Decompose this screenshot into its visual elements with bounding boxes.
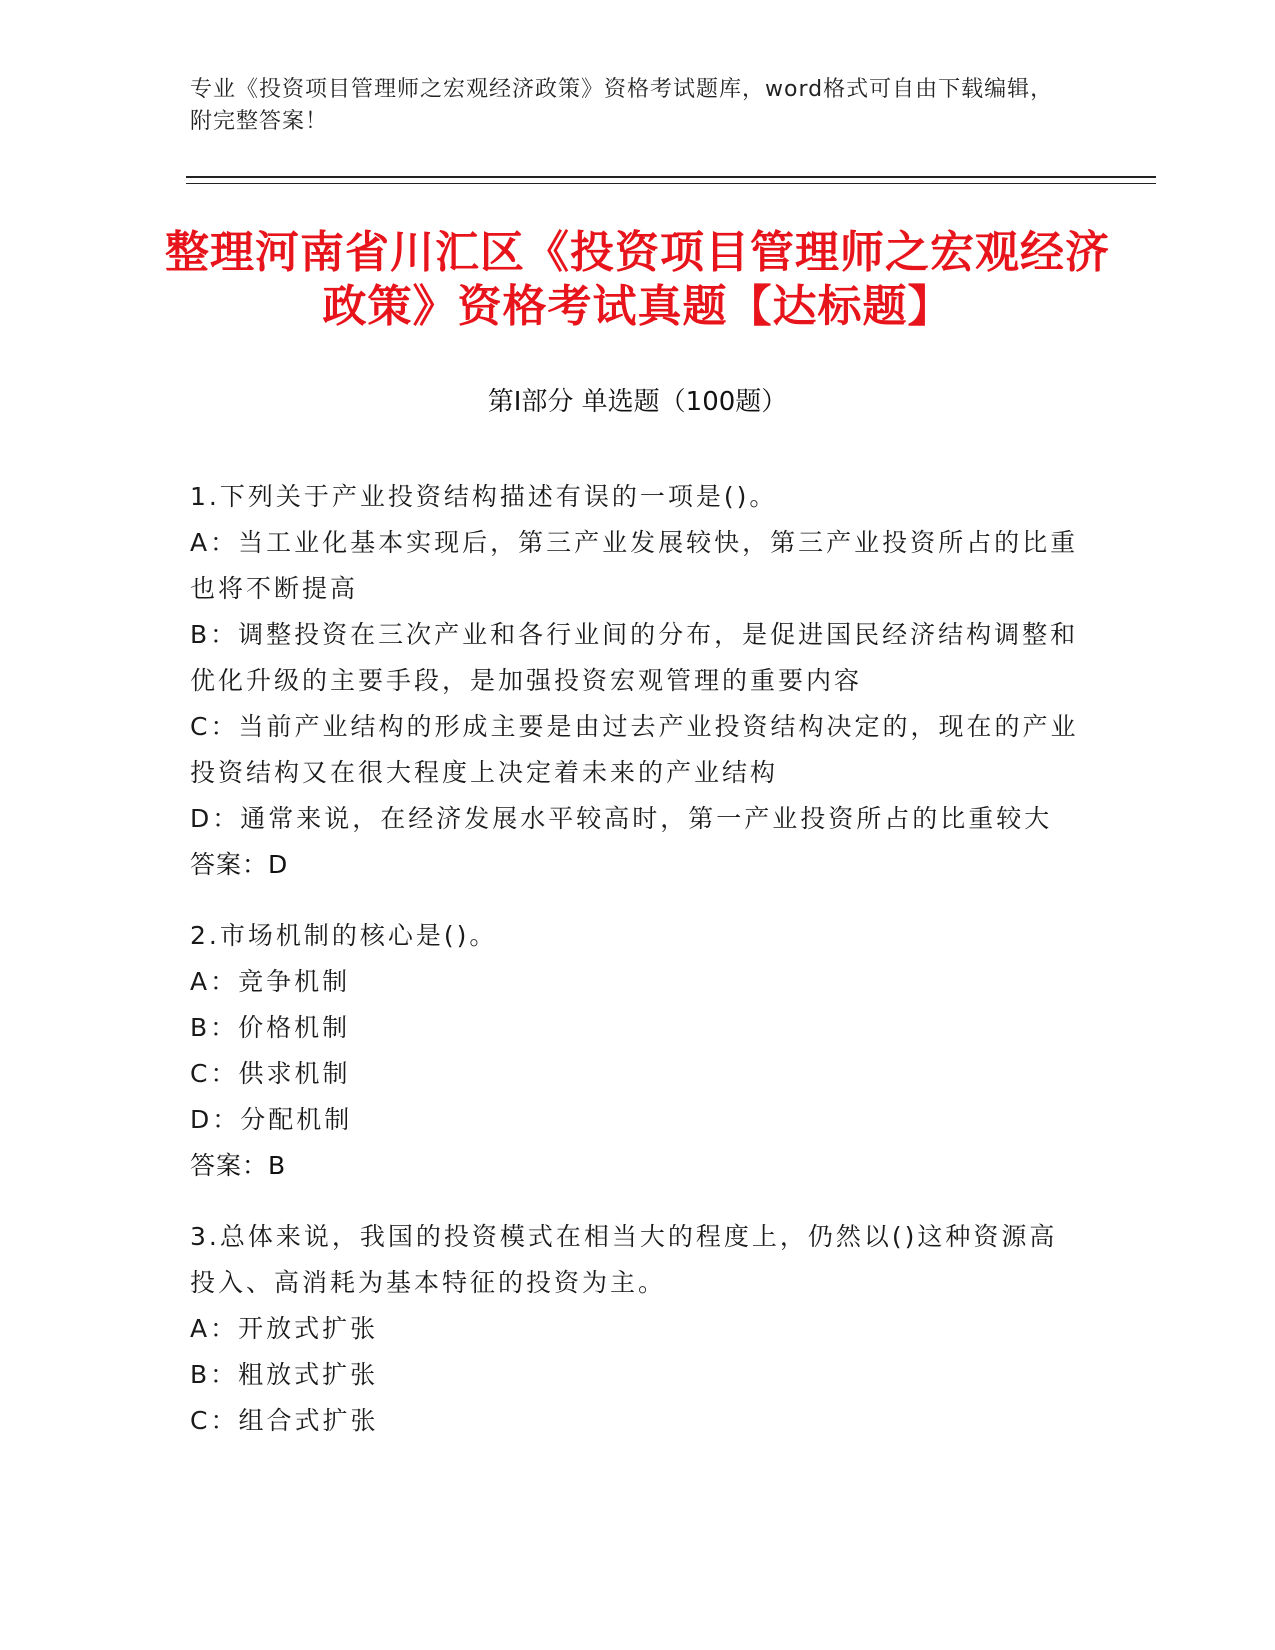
- option-c: C：供求机制: [190, 1059, 351, 1088]
- option-a: A：竞争机制: [190, 967, 351, 996]
- option-b: B：粗放式扩张: [190, 1360, 379, 1389]
- question-stem: 2.市场机制的核心是()。: [190, 921, 498, 950]
- section-title: 第Ⅰ部分 单选题（100题）: [487, 387, 788, 417]
- header-divider-thick: [186, 176, 1156, 178]
- question-3: [190, 1214, 1080, 1444]
- option-c: C：组合式扩张: [190, 1406, 379, 1435]
- header-note: 专业《投资项目管理师之宏观经济政策》资格考试题库，word格式可自由下载编辑，附完整答案！: [190, 77, 1054, 134]
- option-c: C：当前产业结构的形成主要是由过去产业投资结构决定的，现在的产业投资结构又在很大程度上决定着未来的产业结构: [190, 712, 1079, 787]
- answer: 答案：D: [190, 850, 289, 879]
- question-2: [190, 913, 1080, 1189]
- option-d: D：分配机制: [190, 1105, 353, 1134]
- option-a: A：当工业化基本实现后，第三产业发展较快，第三产业投资所占的比重也将不断提高: [190, 528, 1079, 603]
- option-b: B：价格机制: [190, 1013, 351, 1042]
- question-list: [190, 474, 1080, 1469]
- header-divider-thin: [186, 183, 1156, 184]
- question-stem: 3.总体来说，我国的投资模式在相当大的程度上，仍然以()这种资源高投入、高消耗为基本特征的投资为主。: [190, 1222, 1058, 1297]
- question-1: [190, 474, 1080, 888]
- document-title: 整理河南省川汇区《投资项目管理师之宏观经济政策》资格考试真题【达标题】: [165, 227, 1110, 332]
- answer: 答案：B: [190, 1151, 287, 1180]
- option-d: D：通常来说，在经济发展水平较高时，第一产业投资所占的比重较大: [190, 804, 1053, 833]
- question-stem: 1.下列关于产业投资结构描述有误的一项是()。: [190, 482, 778, 511]
- option-b: B：调整投资在三次产业和各行业间的分布，是促进国民经济结构调整和优化升级的主要手段，是加强投资宏观管理的重要内容: [190, 620, 1079, 695]
- option-a: A：开放式扩张: [190, 1314, 379, 1343]
